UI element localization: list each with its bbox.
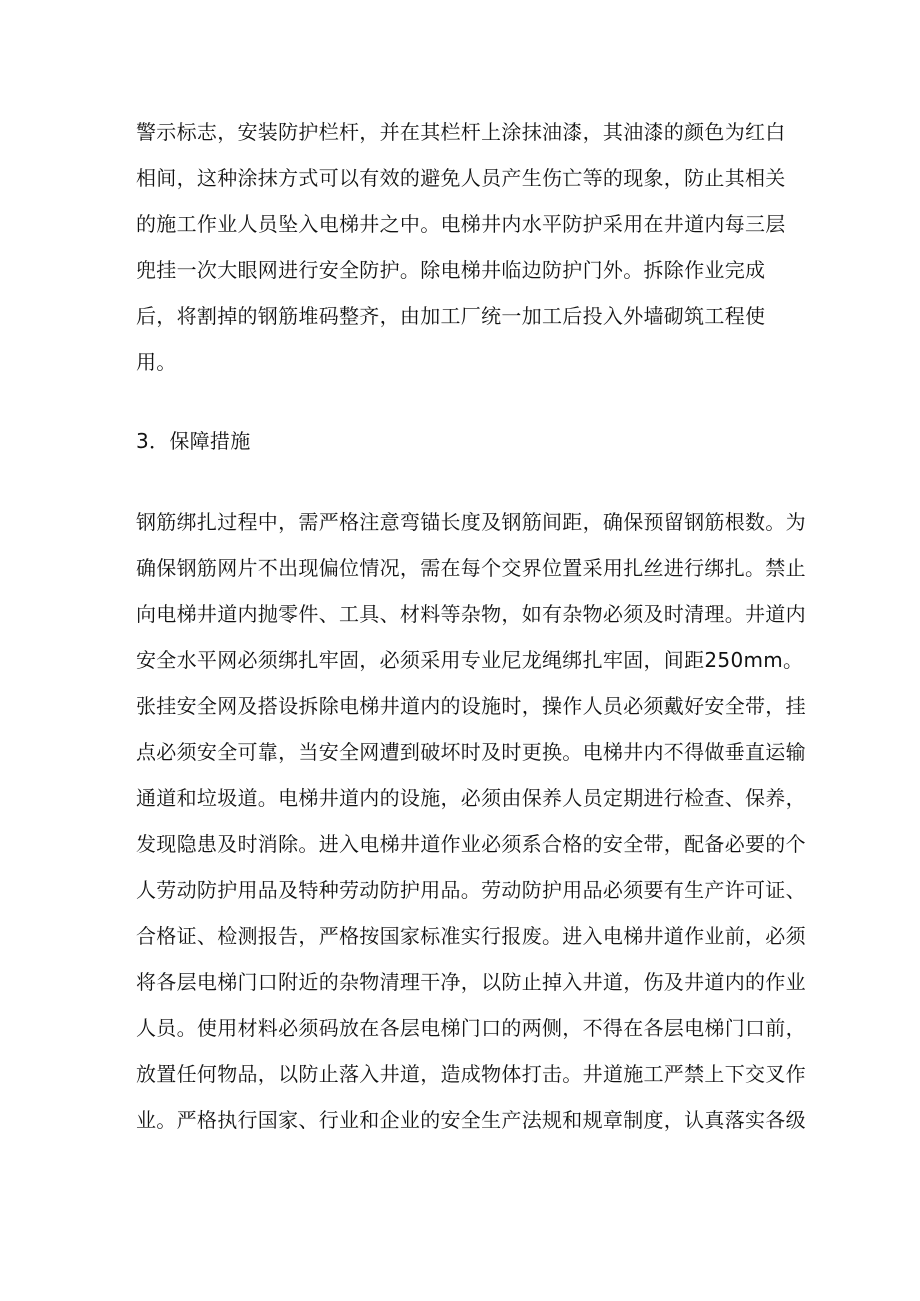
paragraph-2-line-12: 人员。使用材料必须码放在各层电梯门口的两侧，不得在各层电梯门口前，	[136, 1016, 806, 1040]
section-heading: 3．保障措施	[136, 429, 251, 453]
paragraph-2-line-8: 发现隐患及时消除。进入电梯井道作业必须系合格的安全带，配备必要的个	[136, 832, 806, 856]
paragraph-2-line-1: 钢筋绑扎过程中，需严格注意弯锚长度及钢筋间距，确保预留钢筋根数。为	[136, 510, 806, 534]
paragraph-2-line-9: 人劳动防护用品及特种劳动防护用品。劳动防护用品必须要有生产许可证、	[136, 878, 806, 902]
paragraph-1-line-4: 兜挂一次大眼网进行安全防护。除电梯井临边防护门外。拆除作业完成	[136, 258, 766, 282]
paragraph-2-line-5: 张挂安全网及搭设拆除电梯井道内的设施时，操作人员必须戴好安全带，挂	[136, 694, 806, 718]
paragraph-2-line-14: 业。严格执行国家、行业和企业的安全生产法规和规章制度，认真落实各级	[136, 1108, 806, 1132]
paragraph-2-line-10: 合格证、检测报告，严格按国家标准实行报废。进入电梯井道作业前，必须	[136, 924, 806, 948]
paragraph-2-line-6: 点必须安全可靠，当安全网遭到破坏时及时更换。电梯井内不得做垂直运输	[136, 740, 806, 764]
paragraph-2-line-7: 通道和垃圾道。电梯井道内的设施，必须由保养人员定期进行检查、保养，	[136, 786, 806, 810]
paragraph-2-line-13: 放置任何物品，以防止落入井道，造成物体打击。井道施工严禁上下交叉作	[136, 1062, 806, 1086]
paragraph-2-line-2: 确保钢筋网片不出现偏位情况，需在每个交界位置采用扎丝进行绑扎。禁止	[136, 556, 806, 580]
paragraph-2-line-3: 向电梯井道内抛零件、工具、材料等杂物，如有杂物必须及时清理。井道内	[136, 602, 806, 626]
paragraph-2-line-4: 安全水平网必须绑扎牢固，必须采用专业尼龙绳绑扎牢固，间距250mm。	[136, 648, 804, 672]
paragraph-1-line-2: 相间，这种涂抹方式可以有效的避免人员产生伤亡等的现象，防止其相关	[136, 166, 786, 190]
paragraph-1-line-1: 警示标志，安装防护栏杆，并在其栏杆上涂抹油漆，其油漆的颜色为红白	[136, 120, 786, 144]
paragraph-1-line-6: 用。	[136, 350, 177, 374]
paragraph-2-line-11: 将各层电梯门口附近的杂物清理干净，以防止掉入井道，伤及井道内的作业	[136, 970, 806, 994]
paragraph-1-line-5: 后，将割掉的钢筋堆码整齐，由加工厂统一加工后投入外墙砌筑工程使	[136, 304, 766, 328]
paragraph-1-line-3: 的施工作业人员坠入电梯井之中。电梯井内水平防护采用在井道内每三层	[136, 212, 786, 236]
